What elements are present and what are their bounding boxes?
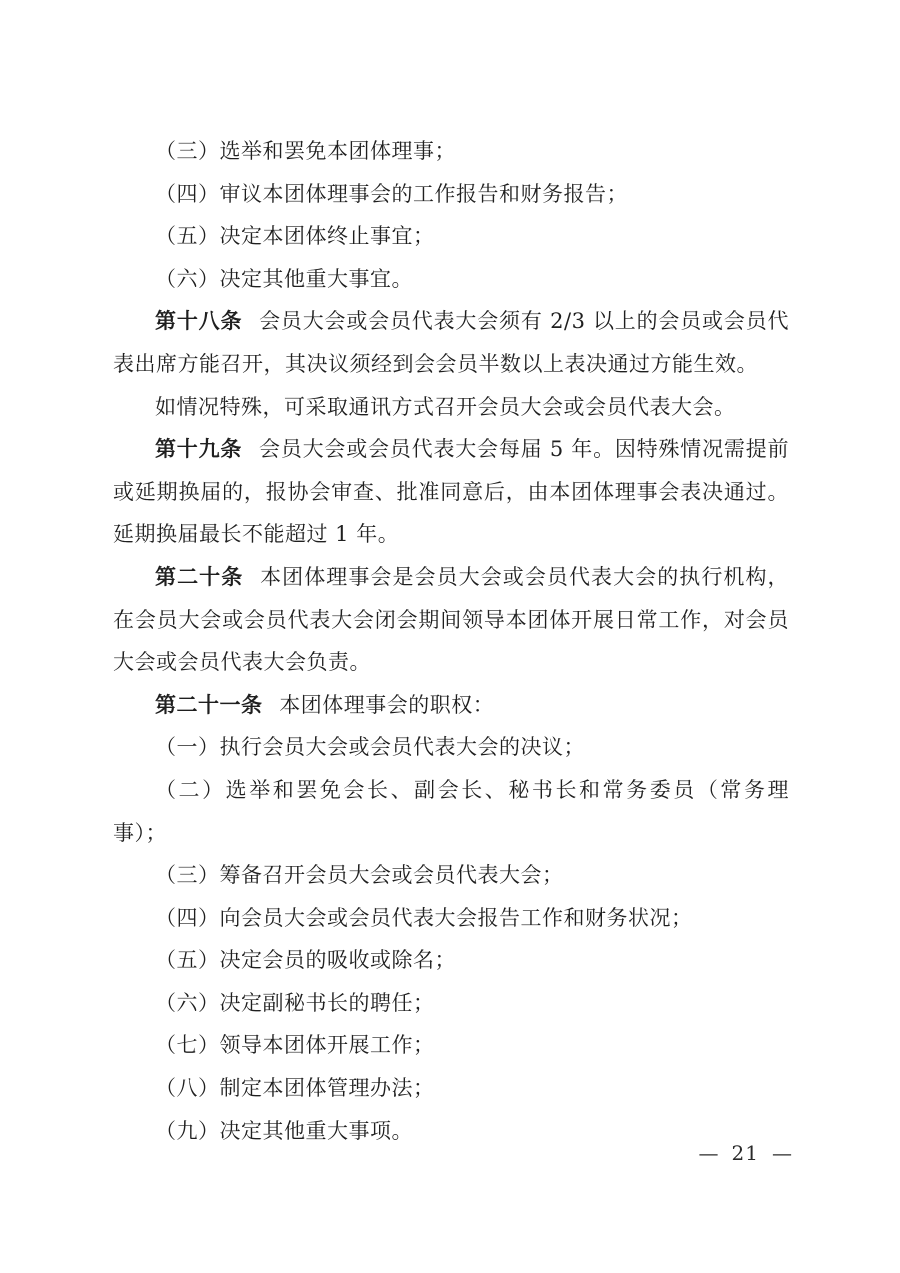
footer-dash-right: —	[772, 1141, 792, 1165]
body-paragraph: 如情况特殊，可采取通讯方式召开会员大会或会员代表大会。	[155, 394, 736, 419]
article-number: 第十八条	[155, 309, 243, 334]
clause-item: （八）制定本团体管理办法；	[155, 1076, 435, 1101]
footer-dash-left: —	[698, 1141, 719, 1165]
page-number	[699, 1141, 792, 1165]
article-paragraph	[113, 300, 789, 385]
clause-item: （四）审议本团体理事会的工作报告和财务报告；	[155, 181, 628, 206]
clause-item: （二）选举和罢免会长、副会长、秘书长和常务委员（常务理事）；	[113, 777, 789, 845]
document-body	[113, 130, 789, 1152]
article-paragraph	[113, 556, 789, 684]
article-paragraph	[113, 428, 789, 556]
article-text: 会员大会或会员代表大会须有 2/3 以上的会员或会员代表出席方能召开，其决议须经到会会员半数以上表决通过方能生效。	[113, 309, 790, 376]
article-text: 会员大会或会员代表大会每届 5 年。因特殊情况需提前或延期换届的，报协会审查、批准同意后，由本团体理事会表决通过。延期换届最长不能超过 1 年。	[113, 437, 789, 547]
clause-item: （三）筹备召开会员大会或会员代表大会；	[155, 863, 564, 888]
article-number: 第二十一条	[155, 692, 263, 717]
article-text: 本团体理事会是会员大会或会员代表大会的执行机构，在会员大会或会员代表大会闭会期间领导本团体开展日常工作，对会员大会或会员代表大会负责。	[113, 564, 790, 675]
clause-item: （四）向会员大会或会员代表大会报告工作和财务状况；	[155, 905, 693, 930]
article-paragraph	[113, 684, 789, 727]
clause-item: （一）执行会员大会或会员代表大会的决议；	[155, 735, 585, 760]
article-text: 本团体理事会的职权：	[279, 692, 495, 717]
clause-item: （五）决定会员的吸收或除名；	[155, 948, 456, 973]
clause-item: （五）决定本团体终止事宜；	[155, 224, 435, 249]
clause-item: （三）选举和罢免本团体理事；	[155, 139, 456, 163]
article-number: 第十九条	[155, 437, 243, 462]
clause-item: （六）决定副秘书长的聘任；	[155, 990, 435, 1015]
footer-page-number: 21	[731, 1141, 759, 1165]
clause-item: （九）决定其他重大事项。	[155, 1118, 413, 1143]
clause-item: （六）决定其他重大事宜。	[155, 266, 413, 291]
clause-item: （七）领导本团体开展工作；	[155, 1033, 435, 1058]
article-number: 第二十条	[155, 564, 244, 589]
